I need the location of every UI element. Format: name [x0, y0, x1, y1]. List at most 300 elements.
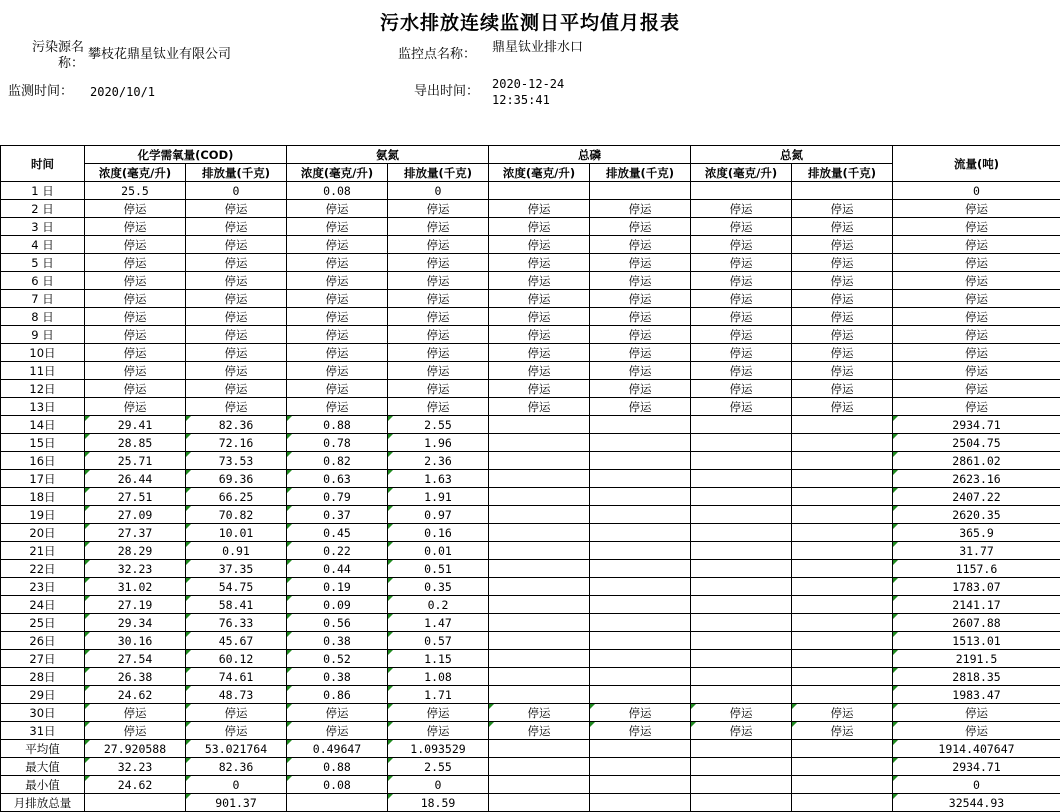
table-cell [691, 416, 792, 434]
table-cell [792, 758, 893, 776]
row-day-label: 27日 [1, 650, 85, 668]
row-day-label: 最大值 [1, 758, 85, 776]
source-value: 攀枝花鼎星钛业有限公司 [88, 47, 232, 62]
table-row [1, 362, 1060, 380]
table-cell: 停运 [85, 308, 186, 326]
table-cell: 停运 [287, 362, 388, 380]
table-cell: 1157.6 [893, 560, 1060, 578]
table-cell: 70.82 [186, 506, 287, 524]
table-cell: 1914.407647 [893, 740, 1060, 758]
table-row [1, 380, 1060, 398]
table-cell: 停运 [186, 704, 287, 722]
row-day-label: 10日 [1, 344, 85, 362]
table-cell [590, 596, 691, 614]
table-cell: 停运 [287, 200, 388, 218]
point-value: 鼎星钛业排水口 [492, 40, 584, 55]
table-cell: 停运 [85, 272, 186, 290]
table-cell: 32544.93 [893, 794, 1060, 812]
table-cell: 停运 [186, 380, 287, 398]
table-cell: 停运 [893, 236, 1060, 254]
table-cell: 1.093529 [388, 740, 489, 758]
table-cell: 停运 [186, 326, 287, 344]
table-cell: 停运 [489, 218, 590, 236]
table-cell [590, 524, 691, 542]
table-cell: 停运 [590, 236, 691, 254]
row-day-label: 23日 [1, 578, 85, 596]
table-cell [691, 578, 792, 596]
table-cell [691, 452, 792, 470]
table-cell: 停运 [186, 398, 287, 416]
table-cell: 2141.17 [893, 596, 1060, 614]
table-cell: 停运 [388, 308, 489, 326]
table-cell: 停运 [590, 308, 691, 326]
table-cell: 停运 [186, 200, 287, 218]
table-cell: 停运 [489, 254, 590, 272]
table-cell: 停运 [691, 344, 792, 362]
table-cell: 停运 [792, 722, 893, 740]
table-cell: 停运 [590, 344, 691, 362]
table-cell: 76.33 [186, 614, 287, 632]
table-cell: 停运 [489, 398, 590, 416]
table-cell: 停运 [590, 326, 691, 344]
table-cell: 停运 [893, 380, 1060, 398]
table-cell [489, 614, 590, 632]
table-cell [489, 416, 590, 434]
table-row [1, 704, 1060, 722]
table-cell: 停运 [893, 362, 1060, 380]
table-cell [489, 578, 590, 596]
table-cell [489, 488, 590, 506]
table-cell: 2818.35 [893, 668, 1060, 686]
table-cell [792, 596, 893, 614]
table-cell: 停运 [287, 722, 388, 740]
table-cell: 0.44 [287, 560, 388, 578]
table-cell: 停运 [590, 362, 691, 380]
subheader-cod-concentration: 浓度(毫克/升) [85, 164, 186, 182]
table-cell: 24.62 [85, 686, 186, 704]
table-row [1, 434, 1060, 452]
table-row [1, 272, 1060, 290]
table-cell: 停运 [893, 218, 1060, 236]
table-cell: 0.52 [287, 650, 388, 668]
subheader-ammonia-concentration: 浓度(毫克/升) [287, 164, 388, 182]
row-day-label: 平均值 [1, 740, 85, 758]
table-row [1, 452, 1060, 470]
table-cell: 0 [186, 182, 287, 200]
table-cell: 停运 [287, 272, 388, 290]
table-cell: 60.12 [186, 650, 287, 668]
table-cell [489, 758, 590, 776]
table-cell [590, 776, 691, 794]
table-cell: 停运 [792, 704, 893, 722]
table-cell: 82.36 [186, 758, 287, 776]
table-cell: 54.75 [186, 578, 287, 596]
row-day-label: 16日 [1, 452, 85, 470]
row-day-label: 12日 [1, 380, 85, 398]
table-cell: 1.96 [388, 434, 489, 452]
table-cell: 停运 [186, 236, 287, 254]
table-cell: 0.78 [287, 434, 388, 452]
table-cell: 停运 [287, 290, 388, 308]
table-cell [489, 668, 590, 686]
table-cell: 停运 [186, 344, 287, 362]
table-cell: 0.88 [287, 758, 388, 776]
subheader-phosphorus-discharge: 排放量(千克) [590, 164, 691, 182]
table-cell [691, 650, 792, 668]
table-cell: 0.38 [287, 668, 388, 686]
table-cell [590, 560, 691, 578]
table-cell: 停运 [489, 236, 590, 254]
table-cell [792, 776, 893, 794]
table-cell [792, 182, 893, 200]
row-day-label: 5 日 [1, 254, 85, 272]
table-cell: 停运 [590, 218, 691, 236]
table-cell: 1.91 [388, 488, 489, 506]
row-day-label: 18日 [1, 488, 85, 506]
table-row [1, 578, 1060, 596]
table-cell: 0.19 [287, 578, 388, 596]
table-cell: 0.38 [287, 632, 388, 650]
table-cell: 0.2 [388, 596, 489, 614]
table-row [1, 560, 1060, 578]
table-cell: 停运 [489, 326, 590, 344]
table-cell: 32.23 [85, 560, 186, 578]
table-cell: 停运 [792, 218, 893, 236]
table-cell [590, 416, 691, 434]
table-cell: 27.09 [85, 506, 186, 524]
table-row [1, 794, 1060, 812]
table-cell [590, 182, 691, 200]
table-row [1, 542, 1060, 560]
table-cell: 停运 [388, 254, 489, 272]
report-table [0, 145, 1060, 812]
table-cell: 0.63 [287, 470, 388, 488]
table-cell [792, 416, 893, 434]
table-cell: 27.54 [85, 650, 186, 668]
table-cell: 30.16 [85, 632, 186, 650]
table-cell: 停运 [85, 398, 186, 416]
table-cell: 停运 [388, 344, 489, 362]
table-cell: 停运 [287, 236, 388, 254]
table-cell [590, 488, 691, 506]
table-cell [691, 668, 792, 686]
table-cell: 停运 [893, 290, 1060, 308]
table-cell: 1.63 [388, 470, 489, 488]
table-cell: 停运 [691, 380, 792, 398]
table-cell: 69.36 [186, 470, 287, 488]
table-cell: 停运 [388, 398, 489, 416]
table-cell: 2623.16 [893, 470, 1060, 488]
subheader-cod-discharge: 排放量(千克) [186, 164, 287, 182]
table-row [1, 722, 1060, 740]
table-row [1, 596, 1060, 614]
table-cell: 0 [388, 776, 489, 794]
table-cell: 0.16 [388, 524, 489, 542]
table-cell: 2191.5 [893, 650, 1060, 668]
table-cell: 1.71 [388, 686, 489, 704]
table-cell: 停运 [388, 362, 489, 380]
table-row [1, 200, 1060, 218]
table-cell: 停运 [792, 200, 893, 218]
table-cell [691, 794, 792, 812]
row-day-label: 28日 [1, 668, 85, 686]
table-cell: 31.02 [85, 578, 186, 596]
row-day-label: 1 日 [1, 182, 85, 200]
row-day-label: 3 日 [1, 218, 85, 236]
table-cell [489, 434, 590, 452]
table-cell: 停运 [85, 200, 186, 218]
table-cell: 停运 [792, 290, 893, 308]
table-cell: 停运 [388, 380, 489, 398]
table-cell: 停运 [792, 236, 893, 254]
table-cell: 停运 [590, 254, 691, 272]
header-ammonia: 氨氮 [287, 146, 489, 164]
row-day-label: 11日 [1, 362, 85, 380]
table-cell: 74.61 [186, 668, 287, 686]
table-cell: 停运 [893, 344, 1060, 362]
table-cell: 0.57 [388, 632, 489, 650]
table-row [1, 758, 1060, 776]
table-cell: 停运 [893, 272, 1060, 290]
table-cell: 1513.01 [893, 632, 1060, 650]
table-cell [489, 182, 590, 200]
table-cell [792, 794, 893, 812]
table-cell: 停运 [792, 272, 893, 290]
table-cell: 停运 [489, 200, 590, 218]
row-day-label: 21日 [1, 542, 85, 560]
table-cell: 停运 [287, 326, 388, 344]
table-row [1, 614, 1060, 632]
table-cell: 0.08 [287, 182, 388, 200]
table-cell: 停运 [388, 722, 489, 740]
table-cell: 29.34 [85, 614, 186, 632]
table-cell: 停运 [590, 272, 691, 290]
table-cell: 26.38 [85, 668, 186, 686]
table-cell: 0.08 [287, 776, 388, 794]
table-cell: 停运 [489, 362, 590, 380]
table-row [1, 290, 1060, 308]
table-cell: 停运 [893, 254, 1060, 272]
table-cell: 停运 [792, 362, 893, 380]
table-cell: 停运 [590, 398, 691, 416]
table-cell [691, 632, 792, 650]
row-day-label: 31日 [1, 722, 85, 740]
table-cell [489, 542, 590, 560]
table-cell: 停运 [792, 344, 893, 362]
table-cell [590, 578, 691, 596]
table-cell [691, 740, 792, 758]
header-flow: 流量(吨) [893, 146, 1060, 182]
source-label: 污染源名称： [31, 40, 84, 71]
table-cell: 0 [388, 182, 489, 200]
time-label: 监测时间： [8, 84, 74, 99]
table-row [1, 218, 1060, 236]
table-cell [792, 506, 893, 524]
table-cell [691, 470, 792, 488]
table-cell [590, 614, 691, 632]
row-day-label: 14日 [1, 416, 85, 434]
table-cell: 0 [186, 776, 287, 794]
table-cell: 停运 [85, 218, 186, 236]
table-cell: 2.55 [388, 416, 489, 434]
table-cell: 0.97 [388, 506, 489, 524]
table-cell [489, 506, 590, 524]
table-cell: 停运 [85, 254, 186, 272]
table-cell [691, 524, 792, 542]
table-cell: 停运 [893, 722, 1060, 740]
table-cell: 停运 [489, 290, 590, 308]
table-cell [489, 740, 590, 758]
table-row [1, 470, 1060, 488]
table-cell: 停运 [691, 326, 792, 344]
table-cell [590, 686, 691, 704]
table-cell [590, 650, 691, 668]
table-row [1, 632, 1060, 650]
table-cell: 2934.71 [893, 416, 1060, 434]
row-day-label: 20日 [1, 524, 85, 542]
table-cell: 10.01 [186, 524, 287, 542]
row-day-label: 26日 [1, 632, 85, 650]
table-cell: 停运 [691, 218, 792, 236]
row-day-label: 6 日 [1, 272, 85, 290]
table-row [1, 398, 1060, 416]
table-cell [489, 686, 590, 704]
table-cell: 0.79 [287, 488, 388, 506]
table-cell: 0.56 [287, 614, 388, 632]
table-cell: 27.920588 [85, 740, 186, 758]
table-cell [792, 632, 893, 650]
table-cell: 25.5 [85, 182, 186, 200]
table-cell: 停运 [85, 704, 186, 722]
table-cell: 停运 [186, 308, 287, 326]
table-row [1, 776, 1060, 794]
table-cell [691, 434, 792, 452]
table-cell: 0 [893, 182, 1060, 200]
table-cell: 0.82 [287, 452, 388, 470]
table-cell: 停运 [287, 380, 388, 398]
table-cell: 停运 [691, 398, 792, 416]
table-cell: 0.51 [388, 560, 489, 578]
table-cell [792, 668, 893, 686]
table-cell: 停运 [186, 722, 287, 740]
row-day-label: 24日 [1, 596, 85, 614]
table-cell [287, 794, 388, 812]
table-cell: 0.91 [186, 542, 287, 560]
table-cell: 1.15 [388, 650, 489, 668]
table-cell: 2607.88 [893, 614, 1060, 632]
table-cell [792, 578, 893, 596]
table-cell: 1783.07 [893, 578, 1060, 596]
table-cell: 48.73 [186, 686, 287, 704]
table-cell: 32.23 [85, 758, 186, 776]
table-cell: 停运 [590, 380, 691, 398]
header-total-nitrogen: 总氮 [691, 146, 893, 164]
table-cell [792, 542, 893, 560]
row-day-label: 13日 [1, 398, 85, 416]
table-cell: 停运 [388, 326, 489, 344]
table-cell [792, 686, 893, 704]
table-row [1, 488, 1060, 506]
table-cell: 停运 [287, 704, 388, 722]
table-cell: 0.35 [388, 578, 489, 596]
table-cell: 停运 [287, 218, 388, 236]
table-cell: 0.88 [287, 416, 388, 434]
table-cell: 停运 [85, 362, 186, 380]
subheader-phosphorus-concentration: 浓度(毫克/升) [489, 164, 590, 182]
table-cell: 停运 [85, 344, 186, 362]
table-cell [489, 452, 590, 470]
subheader-nitrogen-discharge: 排放量(千克) [792, 164, 893, 182]
table-cell [792, 488, 893, 506]
table-cell [590, 632, 691, 650]
table-cell: 停运 [691, 362, 792, 380]
table-cell: 停运 [287, 344, 388, 362]
table-cell: 27.37 [85, 524, 186, 542]
table-cell: 停运 [590, 200, 691, 218]
table-cell: 901.37 [186, 794, 287, 812]
table-cell: 停运 [792, 326, 893, 344]
table-cell: 1983.47 [893, 686, 1060, 704]
table-cell [792, 524, 893, 542]
table-cell: 停运 [186, 290, 287, 308]
table-cell: 停运 [691, 200, 792, 218]
table-row [1, 506, 1060, 524]
table-row [1, 740, 1060, 758]
table-cell: 停运 [287, 308, 388, 326]
table-cell: 停运 [691, 272, 792, 290]
table-cell: 停运 [792, 398, 893, 416]
table-row [1, 254, 1060, 272]
row-day-label: 19日 [1, 506, 85, 524]
table-cell [590, 740, 691, 758]
table-cell [590, 668, 691, 686]
table-cell: 45.67 [186, 632, 287, 650]
table-cell [489, 650, 590, 668]
table-cell: 82.36 [186, 416, 287, 434]
table-cell [691, 686, 792, 704]
subheader-nitrogen-concentration: 浓度(毫克/升) [691, 164, 792, 182]
table-cell: 0.01 [388, 542, 489, 560]
table-row [1, 416, 1060, 434]
table-cell: 27.51 [85, 488, 186, 506]
table-cell [691, 758, 792, 776]
table-cell [691, 614, 792, 632]
row-day-label: 30日 [1, 704, 85, 722]
table-row [1, 524, 1060, 542]
table-cell [590, 452, 691, 470]
table-cell [691, 506, 792, 524]
row-day-label: 7 日 [1, 290, 85, 308]
table-cell: 2620.35 [893, 506, 1060, 524]
table-cell: 停运 [388, 272, 489, 290]
table-cell: 365.9 [893, 524, 1060, 542]
table-cell [691, 488, 792, 506]
table-cell: 31.77 [893, 542, 1060, 560]
table-cell: 28.85 [85, 434, 186, 452]
table-cell: 停运 [388, 704, 489, 722]
table-cell: 1.08 [388, 668, 489, 686]
table-cell: 停运 [287, 398, 388, 416]
table-cell: 停运 [489, 704, 590, 722]
table-cell: 停运 [489, 344, 590, 362]
table-row [1, 182, 1060, 200]
table-cell: 停运 [792, 380, 893, 398]
table-cell: 27.19 [85, 596, 186, 614]
table-cell [792, 470, 893, 488]
table-cell: 停运 [893, 308, 1060, 326]
table-row [1, 650, 1060, 668]
table-cell: 73.53 [186, 452, 287, 470]
